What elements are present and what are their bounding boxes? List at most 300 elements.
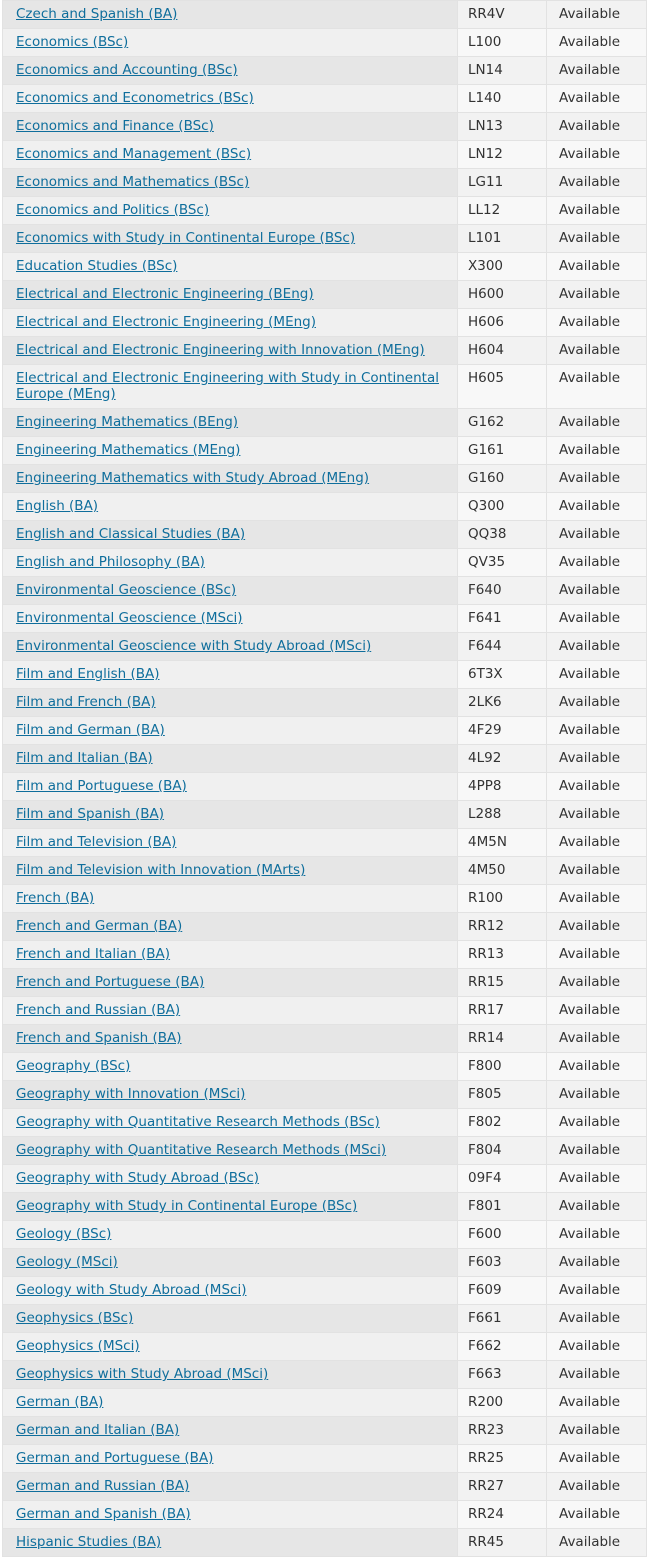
course-code: G161 (468, 442, 505, 458)
course-status-cell (547, 57, 647, 85)
course-link[interactable]: Geophysics (MSci) (16, 1338, 140, 1354)
course-code-cell (458, 885, 547, 913)
course-status: Available (559, 1450, 621, 1466)
course-code: H604 (468, 342, 504, 358)
course-code-cell (458, 689, 547, 717)
course-status-cell (547, 169, 647, 197)
course-status-cell (547, 1249, 647, 1277)
course-status: Available (559, 1254, 621, 1270)
course-link[interactable]: Economics with Study in Continental Europe (BSc) (16, 230, 356, 246)
course-code: 2LK6 (468, 694, 502, 710)
course-status: Available (559, 666, 621, 682)
course-status: Available (559, 946, 621, 962)
course-name-cell (3, 689, 458, 717)
course-code: H605 (468, 370, 504, 386)
course-name-cell (3, 1305, 458, 1333)
table-row (3, 997, 647, 1025)
course-link[interactable]: French and German (BA) (16, 918, 183, 934)
course-status-cell (547, 1389, 647, 1417)
course-status: Available (559, 286, 621, 302)
course-status-cell (547, 1529, 647, 1557)
course-name-cell (3, 465, 458, 493)
course-status-cell (547, 309, 647, 337)
course-name-cell (3, 605, 458, 633)
course-name-cell (3, 1249, 458, 1277)
course-status-cell (547, 773, 647, 801)
table-row (3, 309, 647, 337)
course-code: F800 (468, 1058, 502, 1074)
course-code: RR13 (468, 946, 504, 962)
course-link[interactable]: French and Portuguese (BA) (16, 974, 205, 990)
course-code-cell (458, 801, 547, 829)
course-code: RR15 (468, 974, 504, 990)
course-code: G162 (468, 414, 505, 430)
table-row (3, 1, 647, 29)
table-row (3, 969, 647, 997)
course-status-cell (547, 225, 647, 253)
course-code: L140 (468, 90, 502, 106)
course-code: X300 (468, 258, 504, 274)
course-status: Available (559, 370, 621, 386)
course-link[interactable]: English and Philosophy (BA) (16, 554, 205, 570)
course-code-cell (458, 1193, 547, 1221)
course-status: Available (559, 90, 621, 106)
course-table (2, 0, 647, 1557)
course-code: F805 (468, 1086, 502, 1102)
table-row (3, 661, 647, 689)
course-code-cell (458, 409, 547, 437)
course-name-cell (3, 1221, 458, 1249)
course-code-cell (458, 169, 547, 197)
course-code: 4L92 (468, 750, 502, 766)
table-row (3, 409, 647, 437)
course-link[interactable]: Economics and Finance (BSc) (16, 118, 214, 134)
table-row (3, 605, 647, 633)
course-link[interactable]: French and Russian (BA) (16, 1002, 181, 1018)
course-code: F640 (468, 582, 502, 598)
table-row (3, 1361, 647, 1389)
course-code-cell (458, 941, 547, 969)
course-status-cell (547, 85, 647, 113)
course-code: QQ38 (468, 526, 507, 542)
course-code-cell (458, 141, 547, 169)
course-code-cell (458, 1529, 547, 1557)
course-status: Available (559, 1226, 621, 1242)
course-status-cell (547, 969, 647, 997)
course-link[interactable]: French (BA) (16, 890, 95, 906)
course-link[interactable]: Engineering Mathematics (MEng) (16, 442, 241, 458)
table-row (3, 1501, 647, 1529)
course-status: Available (559, 806, 621, 822)
course-status-cell (547, 997, 647, 1025)
course-status: Available (559, 834, 621, 850)
course-status: Available (559, 174, 621, 190)
course-link[interactable]: Environmental Geoscience with Study Abroad (MSci) (16, 638, 372, 654)
course-link[interactable]: Geophysics (BSc) (16, 1310, 134, 1326)
course-status: Available (559, 342, 621, 358)
course-code-cell (458, 1137, 547, 1165)
course-status: Available (559, 890, 621, 906)
course-link[interactable]: Geography with Study Abroad (BSc) (16, 1170, 260, 1186)
course-code-cell (458, 913, 547, 941)
course-code-cell (458, 857, 547, 885)
course-status-cell (547, 1473, 647, 1501)
table-row (3, 465, 647, 493)
course-link[interactable]: Economics and Mathematics (BSc) (16, 174, 250, 190)
course-link[interactable]: Geography with Study in Continental Europe (BSc) (16, 1198, 358, 1214)
course-link[interactable]: German and Portuguese (BA) (16, 1450, 214, 1466)
course-code: Q300 (468, 498, 505, 514)
course-code-cell (458, 717, 547, 745)
course-status: Available (559, 1030, 621, 1046)
course-name-cell (3, 857, 458, 885)
course-name-cell (3, 253, 458, 281)
course-link[interactable]: Electrical and Electronic Engineering with Study in Continental Europe (MEng) (16, 370, 439, 402)
course-status-cell (547, 1277, 647, 1305)
course-code-cell (458, 1109, 547, 1137)
course-link[interactable]: German (BA) (16, 1394, 104, 1410)
course-status-cell (547, 913, 647, 941)
course-status: Available (559, 1394, 621, 1410)
course-link[interactable]: Education Studies (BSc) (16, 258, 178, 274)
table-row (3, 1529, 647, 1557)
course-code: F641 (468, 610, 502, 626)
course-status: Available (559, 1310, 621, 1326)
table-row (3, 141, 647, 169)
course-code-cell (458, 1277, 547, 1305)
course-code-cell (458, 1165, 547, 1193)
table-row (3, 1193, 647, 1221)
course-code: F662 (468, 1338, 502, 1354)
course-link[interactable]: French and Spanish (BA) (16, 1030, 182, 1046)
course-name-cell (3, 1025, 458, 1053)
course-status-cell (547, 1, 647, 29)
course-status-cell (547, 689, 647, 717)
course-status-cell (547, 521, 647, 549)
course-status: Available (559, 258, 621, 274)
course-status: Available (559, 1170, 621, 1186)
course-code: RR17 (468, 1002, 504, 1018)
course-code: L100 (468, 34, 502, 50)
course-link[interactable]: Film and Spanish (BA) (16, 806, 165, 822)
course-code-cell (458, 521, 547, 549)
course-table-body (3, 1, 647, 1557)
course-status: Available (559, 1282, 621, 1298)
course-code-cell (458, 1249, 547, 1277)
course-name-cell (3, 337, 458, 365)
table-row (3, 549, 647, 577)
table-row (3, 197, 647, 225)
course-name-cell (3, 745, 458, 773)
course-status-cell (547, 1361, 647, 1389)
course-status-cell (547, 857, 647, 885)
table-row (3, 1389, 647, 1417)
course-code: F804 (468, 1142, 502, 1158)
course-status: Available (559, 694, 621, 710)
course-name-cell (3, 1137, 458, 1165)
course-link[interactable]: Film and Television with Innovation (MArts) (16, 862, 306, 878)
course-status-cell (547, 633, 647, 661)
course-name-cell (3, 409, 458, 437)
course-link[interactable]: Film and French (BA) (16, 694, 156, 710)
table-row (3, 521, 647, 549)
course-link[interactable]: English (BA) (16, 498, 99, 514)
course-status: Available (559, 1422, 621, 1438)
course-status: Available (559, 554, 621, 570)
course-status: Available (559, 202, 621, 218)
course-link[interactable]: Film and Italian (BA) (16, 750, 153, 766)
course-name-cell (3, 29, 458, 57)
course-status-cell (547, 549, 647, 577)
course-link[interactable]: Geophysics with Study Abroad (MSci) (16, 1366, 269, 1382)
course-status: Available (559, 582, 621, 598)
course-name-cell (3, 773, 458, 801)
course-code-cell (458, 1361, 547, 1389)
course-name-cell (3, 717, 458, 745)
course-link[interactable]: Economics and Politics (BSc) (16, 202, 210, 218)
course-code-cell (458, 1025, 547, 1053)
table-row (3, 1333, 647, 1361)
table-row (3, 437, 647, 465)
course-link[interactable]: German and Russian (BA) (16, 1478, 190, 1494)
course-status: Available (559, 1366, 621, 1382)
table-row (3, 1025, 647, 1053)
table-row (3, 225, 647, 253)
course-status: Available (559, 230, 621, 246)
course-code-cell (458, 773, 547, 801)
course-status: Available (559, 314, 621, 330)
table-row (3, 113, 647, 141)
course-name-cell (3, 437, 458, 465)
course-code-cell (458, 437, 547, 465)
course-status-cell (547, 801, 647, 829)
course-name-cell (3, 1053, 458, 1081)
course-code-cell (458, 633, 547, 661)
course-link[interactable]: Geography with Quantitative Research Methods (BSc) (16, 1114, 380, 1130)
course-status: Available (559, 498, 621, 514)
course-link[interactable]: Economics and Accounting (BSc) (16, 62, 238, 78)
course-status: Available (559, 918, 621, 934)
course-status: Available (559, 34, 621, 50)
course-name-cell (3, 1, 458, 29)
course-link[interactable]: Geology (BSc) (16, 1226, 112, 1242)
course-code-cell (458, 57, 547, 85)
course-link[interactable]: English and Classical Studies (BA) (16, 526, 246, 542)
course-status: Available (559, 974, 621, 990)
course-link[interactable]: Economics and Econometrics (BSc) (16, 90, 254, 106)
table-row (3, 689, 647, 717)
course-link[interactable]: French and Italian (BA) (16, 946, 171, 962)
course-name-cell (3, 801, 458, 829)
course-status: Available (559, 610, 621, 626)
course-code: 6T3X (468, 666, 503, 682)
course-status-cell (547, 1025, 647, 1053)
course-code: RR45 (468, 1534, 504, 1550)
course-name-cell (3, 885, 458, 913)
course-code-cell (458, 197, 547, 225)
course-name-cell (3, 1389, 458, 1417)
table-row (3, 29, 647, 57)
course-status-cell (547, 141, 647, 169)
course-name-cell (3, 913, 458, 941)
course-status-cell (547, 605, 647, 633)
course-code: L101 (468, 230, 502, 246)
course-link[interactable]: Geology with Study Abroad (MSci) (16, 1282, 247, 1298)
table-row (3, 253, 647, 281)
course-code-cell (458, 745, 547, 773)
course-link[interactable]: Film and German (BA) (16, 722, 165, 738)
course-status: Available (559, 1534, 621, 1550)
course-code: F600 (468, 1226, 502, 1242)
table-row (3, 493, 647, 521)
course-name-cell (3, 1333, 458, 1361)
course-link[interactable]: Film and English (BA) (16, 666, 160, 682)
course-status-cell (547, 409, 647, 437)
course-link[interactable]: Economics (BSc) (16, 34, 129, 50)
course-name-cell (3, 141, 458, 169)
course-link[interactable]: Electrical and Electronic Engineering (MEng) (16, 314, 316, 330)
course-link[interactable]: Film and Portuguese (BA) (16, 778, 187, 794)
course-status-cell (547, 437, 647, 465)
course-code-cell (458, 577, 547, 605)
table-row (3, 1277, 647, 1305)
course-link[interactable]: Environmental Geoscience (BSc) (16, 582, 237, 598)
course-link[interactable]: Geography (BSc) (16, 1058, 131, 1074)
course-name-cell (3, 1445, 458, 1473)
course-status: Available (559, 62, 621, 78)
course-name-cell (3, 1109, 458, 1137)
course-code: LN13 (468, 118, 503, 134)
course-status: Available (559, 1058, 621, 1074)
course-code: G160 (468, 470, 505, 486)
course-code-cell (458, 549, 547, 577)
course-code-cell (458, 1417, 547, 1445)
course-link[interactable]: Environmental Geoscience (MSci) (16, 610, 243, 626)
course-name-cell (3, 941, 458, 969)
course-status: Available (559, 414, 621, 430)
table-row (3, 773, 647, 801)
course-code: L288 (468, 806, 502, 822)
course-status-cell (547, 1445, 647, 1473)
course-code: RR25 (468, 1450, 504, 1466)
course-link[interactable]: Economics and Management (BSc) (16, 146, 252, 162)
course-code: LG11 (468, 174, 504, 190)
course-code: LN14 (468, 62, 503, 78)
course-name-cell (3, 997, 458, 1025)
course-code: F661 (468, 1310, 502, 1326)
course-status-cell (547, 829, 647, 857)
course-name-cell (3, 1417, 458, 1445)
table-row (3, 1109, 647, 1137)
course-link[interactable]: Electrical and Electronic Engineering (BEng) (16, 286, 314, 302)
table-row (3, 1249, 647, 1277)
course-code: LN12 (468, 146, 503, 162)
course-code-cell (458, 1, 547, 29)
course-name-cell (3, 549, 458, 577)
course-name-cell (3, 169, 458, 197)
table-row (3, 1053, 647, 1081)
course-status: Available (559, 146, 621, 162)
table-row (3, 913, 647, 941)
course-link[interactable]: Film and Television (BA) (16, 834, 177, 850)
course-link[interactable]: Czech and Spanish (BA) (16, 6, 178, 22)
course-link[interactable]: German and Italian (BA) (16, 1422, 180, 1438)
course-code: F609 (468, 1282, 502, 1298)
course-status-cell (547, 465, 647, 493)
course-name-cell (3, 493, 458, 521)
course-name-cell (3, 197, 458, 225)
course-code: 4M5N (468, 834, 507, 850)
course-name-cell (3, 1165, 458, 1193)
course-status-cell (547, 1137, 647, 1165)
course-code-cell (458, 1389, 547, 1417)
course-link[interactable]: Geography with Quantitative Research Methods (MSci) (16, 1142, 387, 1158)
course-link[interactable]: Geology (MSci) (16, 1254, 118, 1270)
course-code-cell (458, 29, 547, 57)
course-status-cell (547, 577, 647, 605)
course-code: RR27 (468, 1478, 504, 1494)
course-name-cell (3, 521, 458, 549)
course-status-cell (547, 1109, 647, 1137)
course-status: Available (559, 778, 621, 794)
course-name-cell (3, 1277, 458, 1305)
course-status: Available (559, 442, 621, 458)
course-name-cell (3, 225, 458, 253)
course-code: 4M50 (468, 862, 506, 878)
course-name-cell (3, 829, 458, 857)
course-name-cell (3, 365, 458, 409)
course-code: F644 (468, 638, 502, 654)
course-name-cell (3, 113, 458, 141)
table-row (3, 169, 647, 197)
table-row (3, 1417, 647, 1445)
course-code: RR23 (468, 1422, 504, 1438)
course-status: Available (559, 470, 621, 486)
course-code: R100 (468, 890, 504, 906)
course-code: LL12 (468, 202, 501, 218)
course-name-cell (3, 1361, 458, 1389)
course-name-cell (3, 1193, 458, 1221)
course-code: 09F4 (468, 1170, 502, 1186)
course-status-cell (547, 493, 647, 521)
course-status-cell (547, 1305, 647, 1333)
course-link[interactable]: German and Spanish (BA) (16, 1506, 191, 1522)
course-code-cell (458, 113, 547, 141)
course-status-cell (547, 661, 647, 689)
course-status: Available (559, 1142, 621, 1158)
course-link[interactable]: Engineering Mathematics with Study Abroad (MEng) (16, 470, 370, 486)
course-name-cell (3, 1473, 458, 1501)
course-name-cell (3, 57, 458, 85)
course-link[interactable]: Electrical and Electronic Engineering with Innovation (MEng) (16, 342, 425, 358)
course-status-cell (547, 365, 647, 409)
course-code: F663 (468, 1366, 502, 1382)
course-link[interactable]: Geography with Innovation (MSci) (16, 1086, 246, 1102)
course-link[interactable]: Hispanic Studies (BA) (16, 1534, 162, 1550)
course-code-cell (458, 1445, 547, 1473)
course-status: Available (559, 1338, 621, 1354)
course-status-cell (547, 1417, 647, 1445)
table-row (3, 1165, 647, 1193)
course-code: H606 (468, 314, 504, 330)
table-row (3, 745, 647, 773)
course-status-cell (547, 885, 647, 913)
course-status-cell (547, 1221, 647, 1249)
course-code-cell (458, 661, 547, 689)
course-code-cell (458, 1473, 547, 1501)
course-link[interactable]: Engineering Mathematics (BEng) (16, 414, 239, 430)
course-status: Available (559, 862, 621, 878)
